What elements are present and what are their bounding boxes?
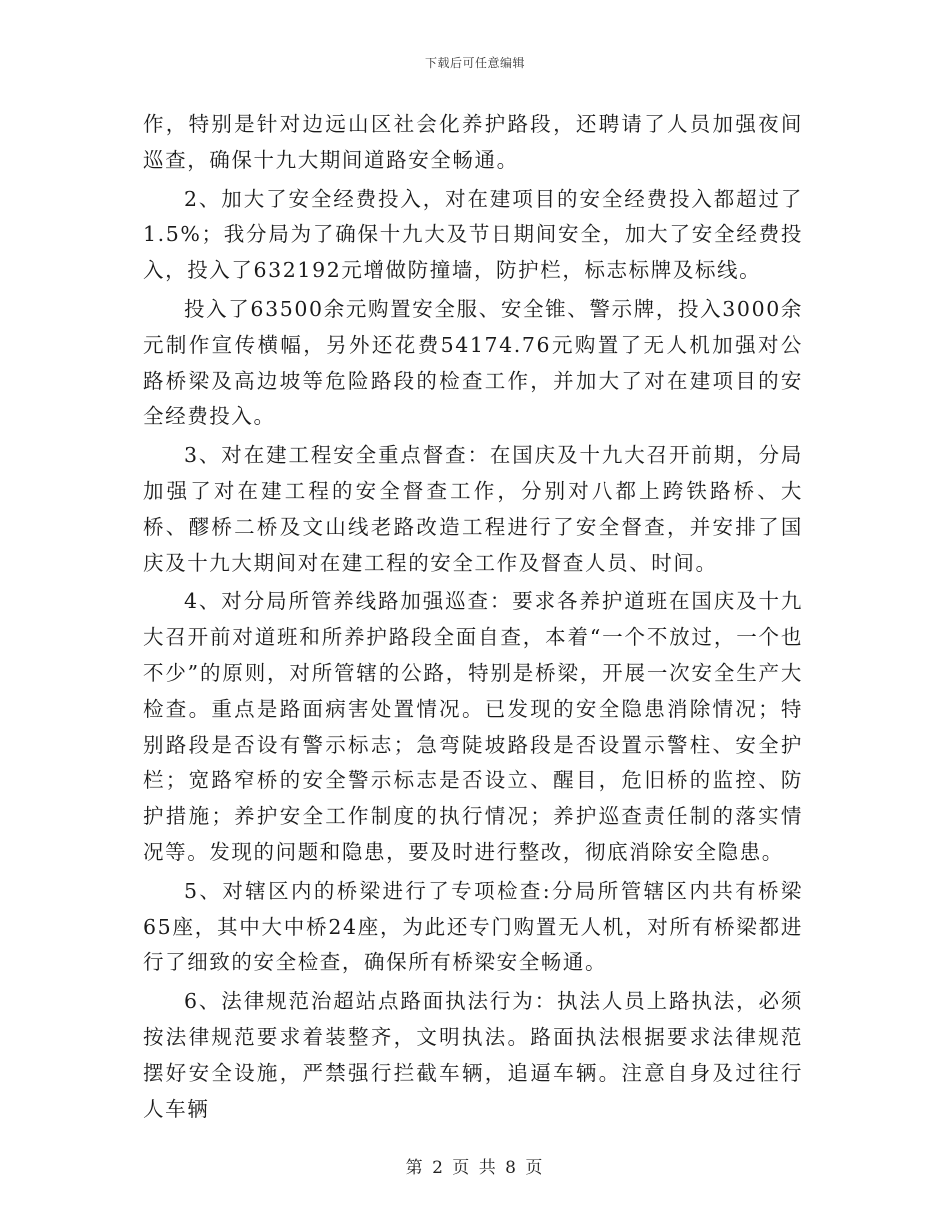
page-number: 第 2 页 共 8 页 — [405, 1158, 545, 1178]
paragraph-item-3: 3、对在建工程安全重点督查：在国庆及十九大召开前期，分局加强了对在建工程的安全督查工作，分别对八都上跨铁路桥、大桥、醪桥二桥及文山线老路改造工程进行了安全督查，并安排了国庆及十九大期间对在建工程的安全工作及督查人员、时间。 — [143, 443, 803, 575]
document-body — [143, 107, 803, 1130]
paragraph-item-2: 2、加大了安全经费投入，对在建项目的安全经费投入都超过了1.5%；我分局为了确保十九大及节日期间安全，加大了安全经费投入，投入了632192元增做防撞墙，防护栏，标志标牌及标线。 — [143, 186, 803, 283]
paragraph-continued: 作，特别是针对边远山区社会化养护路段，还聘请了人员加强夜间巡查，确保十九大期间道路安全畅通。 — [143, 112, 803, 172]
paragraph-item-4: 4、对分局所管养线路加强巡查：要求各养护道班在国庆及十九大召开前对道班和所养护路段全面自查，本着“一个不放过，一个也不少”的原则，对所管辖的公路，特别是桥梁，开展一次安全生产大检查。重点是路面病害处置情况。已发现的安全隐患消除情况；特别路段是否设有警示标志；急弯陡坡路段是否设置示警柱、安全护栏；宽路窄桥的安全警示标志是否设立、醒目，危旧桥的监控、防护措施；养护安全工作制度的执行情况；养护巡查责任制的落实情况等。发现的问题和隐患，要及时进行整改，彻底消除安全隐患。 — [143, 589, 803, 864]
paragraph-item-6: 6、法律规范治超站点路面执法行为：执法人员上路执法，必须按法律规范要求着装整齐，文明执法。路面执法根据要求法律规范摆好安全设施，严禁强行拦截车辆，追逼车辆。注意自身及过往行人车辆 — [143, 989, 803, 1121]
paragraph-item-5: 5、对辖区内的桥梁进行了专项检查:分局所管辖区内共有桥梁65座，其中大中桥24座，为此还专门购置无人机，对所有桥梁都进行了细致的安全检查，确保所有桥梁安全畅通。 — [143, 878, 803, 975]
paragraph-investment: 投入了63500余元购置安全服、安全锥、警示牌，投入3000余元制作宣传横幅，另外还花费54174.76元购置了无人机加强对公路桥梁及高边坡等危险路段的检查工作，并加大了对在建项目的安全经费投入。 — [143, 296, 803, 429]
page-header-note: 下载后可任意编辑 — [424, 56, 525, 70]
